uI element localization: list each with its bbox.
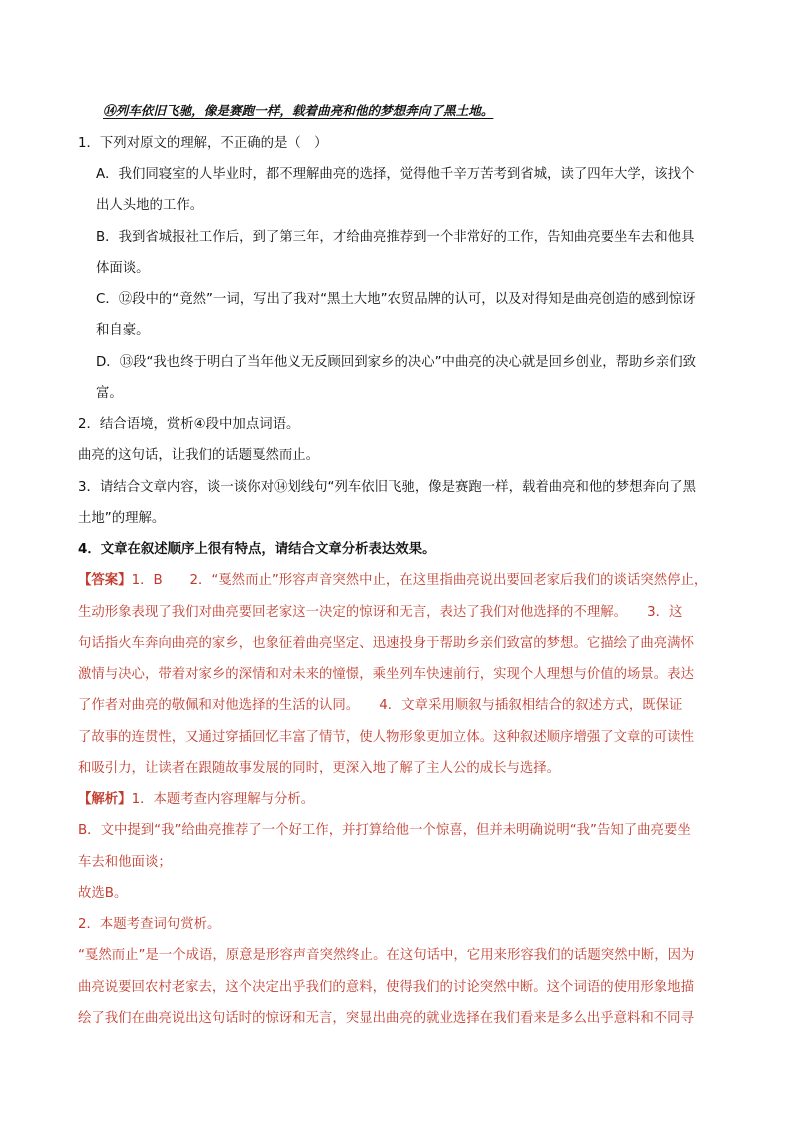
analysis-line4: 故选B。 <box>78 886 128 901</box>
answer-tag: 【答案】 <box>78 573 132 588</box>
q1-option-c-line2: 和自豪。 <box>96 323 150 338</box>
underlined-sentence-14: ⑭列车依旧飞驰，像是赛跑一样，载着曲亮和他的梦想奔向了黑土地。 <box>103 103 494 118</box>
answer-line7: 和吸引力，让读者在跟随故事发展的同时，更深入地了解了主人公的成长与选择。 <box>78 761 561 776</box>
answer-line2: 生动形象表现了我们对曲亮要回老家这一决定的惊讶和无言，表达了我们对他选择的不理解。 3．这 <box>78 605 683 620</box>
analysis-line8: 绘了我们在曲亮说出这句话时的惊讶和无言，突显出曲亮的就业选择在我们看来是多么出乎意料和不同寻 <box>78 1011 694 1026</box>
q3-stem-line2: 土地”的理解。 <box>78 511 166 526</box>
answer-line1 <box>78 571 707 591</box>
q2-stem: 2．结合语境，赏析④段中加点词语。 <box>78 417 300 432</box>
q2-quoted-text: 曲亮的这句话，让我们的话题戛然而止。 <box>78 448 320 463</box>
q1-option-a-line1: A．我们同寝室的人毕业时，都不理解曲亮的选择，觉得他千辛万苦考到省城，读了四年大学，该找个 <box>96 167 695 182</box>
q1-option-d-line2: 富。 <box>96 386 123 401</box>
answer-line4: 激情与决心，带着对家乡的深情和对未来的憧憬，乘坐列车快速前行，实现个人理想与价值的场景。表达 <box>78 667 694 682</box>
answer-line3: 句话指火车奔向曲亮的家乡，也象征着曲亮坚定、迅速投身于帮助乡亲们致富的梦想。它描绘了曲亮满怀 <box>78 636 694 651</box>
analysis-line2: B．文中提到“我”给曲亮推荐了一个好工作，并打算给他一个惊喜，但并未明确说明“我”告知了曲亮要坐 <box>78 823 691 838</box>
analysis-line1 <box>78 790 314 810</box>
q1-option-b-line2: 体面谈。 <box>96 261 150 276</box>
answer-text-1: 1．B 2．“戛然而止”形容声音突然中止，在这里指曲亮说出要回老家后我们的谈话突然停止， <box>131 573 708 588</box>
q3-stem-line1: 3．请结合文章内容，谈一谈你对⑭划线句“列车依旧飞驰，像是赛跑一样，载着曲亮和他的梦想奔向了黑 <box>78 480 697 495</box>
q1-stem: 1．下列对原文的理解，不正确的是（ ） <box>78 136 328 151</box>
q1-option-c-line1: C．⑫段中的“竟然”一词，写出了我对“黑土大地”农贸品牌的认可，以及对得知是曲亮创造的感到惊讶 <box>96 292 696 307</box>
analysis-tag: 【解析】 <box>78 792 132 807</box>
answer-line6: 了故事的连贯性，又通过穿插回忆丰富了情节，使人物形象更加立体。这种叙述顺序增强了文章的可读性 <box>78 730 694 745</box>
analysis-line5: 2．本题考查词句赏析。 <box>78 917 221 932</box>
answer-line5: 了作者对曲亮的敬佩和对他选择的生活的认同。 4．文章采用顺叙与插叙相结合的叙述方式，既保证 <box>78 698 683 713</box>
analysis-line6: “戛然而止”是一个成语，原意是形容声音突然终止。在这句话中，它用来形容我们的话题突然中断，因为 <box>78 948 695 963</box>
q1-option-d-line1: D．⑬段“我也终于明白了当年他义无反顾回到家乡的决心”中曲亮的决心就是回乡创业，帮助乡亲们致 <box>96 355 696 370</box>
analysis-line7: 曲亮说要回农村老家去，这个决定出乎我们的意料，使得我们的讨论突然中断。这个词语的使用形象地描 <box>78 980 694 995</box>
q1-option-a-line2: 出人头地的工作。 <box>96 198 204 213</box>
analysis-line3: 车去和他面谈； <box>78 855 172 870</box>
analysis-text-1: 1．本题考查内容理解与分析。 <box>131 792 315 807</box>
q1-option-b-line1: B．我到省城报社工作后，到了第三年，才给曲亮推荐到一个非常好的工作，告知曲亮要坐车去和他具 <box>96 230 695 245</box>
q4-stem: 4．文章在叙述顺序上很有特点，请结合文章分析表达效果。 <box>78 542 436 557</box>
